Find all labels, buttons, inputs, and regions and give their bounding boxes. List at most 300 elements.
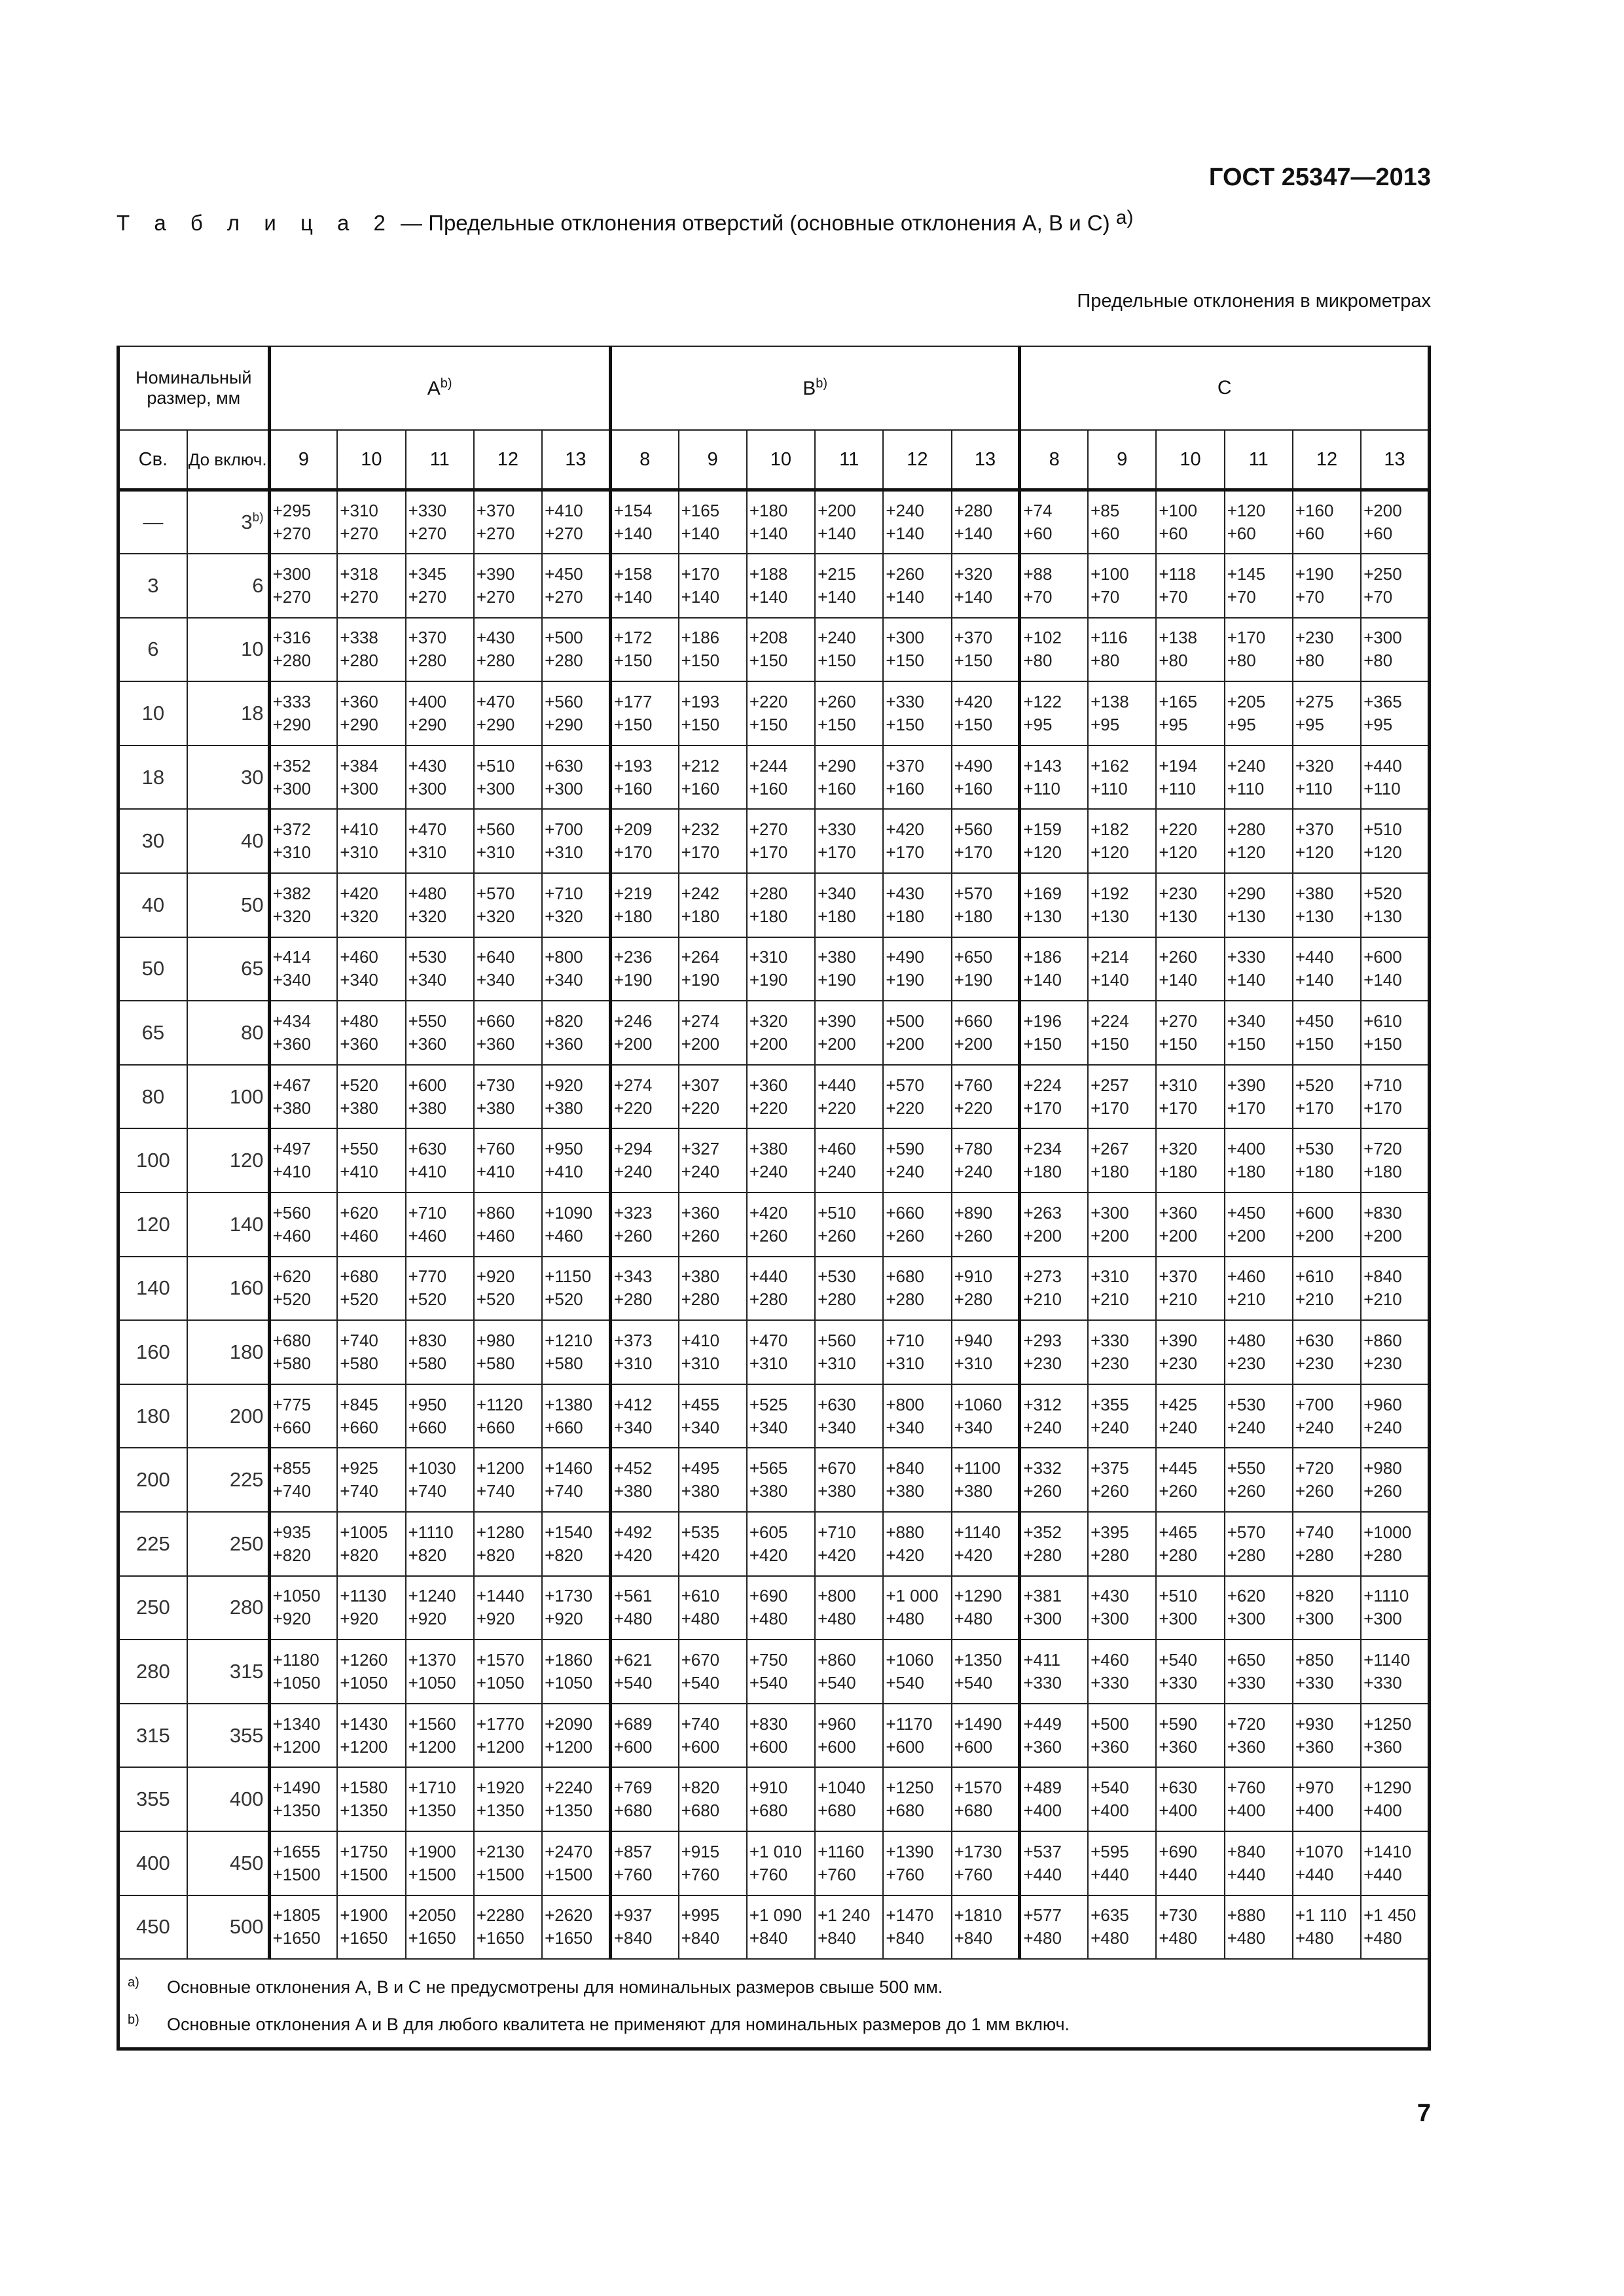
upper-deviation: +290 xyxy=(818,755,856,776)
size-to-cell xyxy=(187,1257,269,1321)
lower-deviation: +420 xyxy=(886,1545,924,1565)
deviation-cell xyxy=(610,1512,678,1576)
deviation-cell xyxy=(1088,1384,1156,1448)
lower-deviation: +230 xyxy=(1295,1354,1334,1374)
upper-deviation: +700 xyxy=(545,819,583,840)
deviation-cell xyxy=(474,1193,542,1257)
deviation-cell xyxy=(610,1128,678,1193)
upper-deviation: +307 xyxy=(681,1075,720,1095)
table-row xyxy=(118,1384,1430,1448)
lower-deviation: +60 xyxy=(1091,524,1120,544)
lower-deviation: +600 xyxy=(681,1736,720,1757)
footnote xyxy=(128,2003,1420,2041)
lower-deviation: +230 xyxy=(1091,1354,1129,1374)
lower-deviation: +260 xyxy=(1023,1481,1062,1501)
deviation-cell xyxy=(269,1384,337,1448)
lower-deviation: +380 xyxy=(340,1098,378,1118)
lower-deviation: +290 xyxy=(545,715,583,735)
deviation-cell xyxy=(815,1384,883,1448)
upper-deviation: +980 xyxy=(1363,1458,1402,1479)
table-row xyxy=(118,1831,1430,1895)
deviation-cell xyxy=(1020,618,1088,682)
upper-deviation: +1005 xyxy=(340,1522,388,1542)
upper-deviation: +312 xyxy=(1023,1394,1062,1414)
deviation-cell xyxy=(542,1704,610,1768)
lower-deviation: +270 xyxy=(545,586,583,607)
lower-deviation: +110 xyxy=(1023,778,1061,798)
lower-deviation: +180 xyxy=(1295,1162,1334,1182)
deviation-cell xyxy=(679,809,747,873)
lower-deviation: +380 xyxy=(749,1481,788,1501)
deviation-cell xyxy=(406,1448,474,1512)
deviation-cell xyxy=(1020,809,1088,873)
size-to-cell xyxy=(187,1128,269,1193)
upper-deviation: +310 xyxy=(1159,1075,1197,1095)
deviation-cell xyxy=(1088,1767,1156,1831)
deviation-cell xyxy=(952,1448,1020,1512)
lower-deviation: +150 xyxy=(1363,1034,1402,1054)
upper-deviation: +330 xyxy=(1091,1331,1129,1351)
lower-deviation: +380 xyxy=(408,1098,447,1118)
upper-deviation: +760 xyxy=(1227,1778,1266,1798)
upper-deviation: +1490 xyxy=(272,1778,321,1798)
deviation-cell xyxy=(1293,937,1361,1001)
deviation-cell xyxy=(406,681,474,745)
size-to-value: 10 xyxy=(241,637,264,661)
deviation-cell xyxy=(952,618,1020,682)
deviation-cell xyxy=(1156,745,1224,810)
upper-deviation: +360 xyxy=(749,1075,788,1095)
deviation-cell xyxy=(1225,1384,1293,1448)
deviation-cell xyxy=(269,1767,337,1831)
upper-deviation: +620 xyxy=(340,1202,378,1223)
lower-deviation: +260 xyxy=(954,1225,993,1246)
upper-deviation: +330 xyxy=(408,501,447,521)
deviation-cell xyxy=(1020,1831,1088,1895)
size-to-cell xyxy=(187,1193,269,1257)
lower-deviation: +190 xyxy=(954,970,993,990)
upper-deviation: +294 xyxy=(613,1139,653,1159)
lower-deviation: +1200 xyxy=(545,1736,593,1757)
table-row xyxy=(118,873,1430,937)
upper-deviation: +310 xyxy=(340,501,378,521)
deviation-cell xyxy=(1361,745,1429,810)
deviation-cell xyxy=(747,745,815,810)
deviation-cell xyxy=(1293,1831,1361,1895)
upper-deviation: +260 xyxy=(818,692,856,712)
deviation-cell xyxy=(1020,1257,1088,1321)
deviation-cell xyxy=(747,1193,815,1257)
deviation-cell xyxy=(1156,1576,1224,1640)
group-footnote-mark: b) xyxy=(816,376,827,391)
upper-deviation: +630 xyxy=(818,1394,856,1414)
deviation-cell xyxy=(883,1384,951,1448)
lower-deviation: +170 xyxy=(1091,1098,1129,1118)
size-to-cell xyxy=(187,1001,269,1065)
lower-deviation: +420 xyxy=(749,1545,788,1565)
upper-deviation: +1110 xyxy=(408,1522,454,1542)
upper-deviation: +455 xyxy=(681,1394,720,1414)
upper-deviation: +995 xyxy=(681,1905,720,1926)
lower-deviation: +540 xyxy=(613,1672,653,1693)
upper-deviation: +630 xyxy=(1295,1331,1334,1351)
deviation-cell xyxy=(1361,618,1429,682)
size-to-value: 450 xyxy=(229,1851,264,1874)
upper-deviation: +530 xyxy=(1227,1394,1266,1414)
lower-deviation: +1650 xyxy=(408,1928,456,1948)
upper-deviation: +420 xyxy=(954,692,993,712)
lower-deviation: +480 xyxy=(1227,1928,1266,1948)
deviation-cell xyxy=(1088,1001,1156,1065)
upper-deviation: +410 xyxy=(681,1331,720,1351)
lower-deviation: +200 xyxy=(1023,1225,1062,1246)
lower-deviation: +150 xyxy=(818,651,856,671)
deviation-cell xyxy=(474,937,542,1001)
lower-deviation: +330 xyxy=(1227,1672,1266,1693)
deviation-cell xyxy=(337,809,405,873)
deviation-cell xyxy=(1293,1767,1361,1831)
upper-deviation: +310 xyxy=(1091,1266,1129,1287)
size-from-cell: 140 xyxy=(118,1257,187,1321)
upper-deviation: +250 xyxy=(1363,564,1402,584)
lower-deviation: +840 xyxy=(749,1928,788,1948)
lower-deviation: +380 xyxy=(476,1098,515,1118)
lower-deviation: +920 xyxy=(272,1609,312,1629)
grade-header: 13 xyxy=(1361,430,1429,490)
lower-deviation: +310 xyxy=(749,1354,788,1374)
lower-deviation: +290 xyxy=(272,715,312,735)
deviation-cell xyxy=(1088,1193,1156,1257)
size-from-cell: 180 xyxy=(118,1384,187,1448)
lower-deviation: +300 xyxy=(340,778,378,798)
lower-deviation: +480 xyxy=(681,1609,720,1629)
deviation-cell xyxy=(815,1065,883,1129)
deviation-cell xyxy=(815,554,883,618)
deviation-cell xyxy=(747,1895,815,1960)
deviation-cell xyxy=(1361,1257,1429,1321)
upper-deviation: +320 xyxy=(1159,1139,1197,1159)
deviation-cell xyxy=(1293,809,1361,873)
deviation-cell xyxy=(337,1512,405,1576)
table-row xyxy=(118,1704,1430,1768)
table-row xyxy=(118,745,1430,810)
deviation-cell xyxy=(1020,1065,1088,1129)
lower-deviation: +340 xyxy=(613,1417,653,1437)
upper-deviation: +400 xyxy=(1227,1139,1266,1159)
upper-deviation: +170 xyxy=(681,564,720,584)
lower-deviation: +840 xyxy=(954,1928,993,1948)
lower-deviation: +380 xyxy=(886,1481,924,1501)
deviation-cell xyxy=(406,1001,474,1065)
lower-deviation: +95 xyxy=(1363,715,1393,735)
upper-deviation: +510 xyxy=(1363,819,1402,840)
upper-deviation: +196 xyxy=(1023,1011,1062,1031)
lower-deviation: +310 xyxy=(272,842,312,863)
upper-deviation: +242 xyxy=(681,883,720,903)
deviation-cell xyxy=(1088,1831,1156,1895)
lower-deviation: +480 xyxy=(954,1609,993,1629)
lower-deviation: +70 xyxy=(1159,586,1188,607)
upper-deviation: +890 xyxy=(954,1202,993,1223)
footnote-text: Основные отклонения А, В и С не предусмотрены для номинальных размеров свыше 500 мм. xyxy=(167,1977,943,1998)
deviation-cell xyxy=(747,1576,815,1640)
deviation-cell xyxy=(815,1704,883,1768)
upper-deviation: +1250 xyxy=(886,1778,934,1798)
deviation-cell xyxy=(679,1384,747,1448)
grade-header: 11 xyxy=(815,430,883,490)
grade-header: 10 xyxy=(1156,430,1224,490)
deviation-cell xyxy=(1088,618,1156,682)
deviation-cell xyxy=(1293,1065,1361,1129)
upper-deviation: +530 xyxy=(1295,1139,1334,1159)
upper-deviation: +460 xyxy=(340,947,378,967)
upper-deviation: +561 xyxy=(613,1586,653,1606)
deviation-cell xyxy=(406,618,474,682)
deviation-cell xyxy=(883,1576,951,1640)
upper-deviation: +1100 xyxy=(954,1458,1001,1479)
size-from-cell: 160 xyxy=(118,1320,187,1384)
lower-deviation: +170 xyxy=(613,842,653,863)
upper-deviation: +530 xyxy=(818,1266,856,1287)
lower-deviation: +520 xyxy=(408,1289,447,1310)
lower-deviation: +290 xyxy=(476,715,515,735)
deviation-cell xyxy=(269,1320,337,1384)
upper-deviation: +640 xyxy=(476,947,515,967)
deviation-cell xyxy=(679,1257,747,1321)
deviation-cell xyxy=(337,1767,405,1831)
lower-deviation: +1350 xyxy=(408,1801,456,1821)
deviation-cell xyxy=(542,1320,610,1384)
size-from-cell: 3 xyxy=(118,554,187,618)
deviation-cell xyxy=(1088,873,1156,937)
deviation-cell xyxy=(679,1640,747,1704)
lower-deviation: +80 xyxy=(1363,651,1393,671)
size-footnote-mark: b) xyxy=(252,511,264,525)
upper-deviation: +360 xyxy=(1159,1202,1197,1223)
size-to-cell xyxy=(187,1448,269,1512)
upper-deviation: +410 xyxy=(340,819,378,840)
upper-deviation: +373 xyxy=(613,1331,653,1351)
upper-deviation: +240 xyxy=(818,628,856,648)
deviation-cell xyxy=(747,1448,815,1512)
deviation-cell xyxy=(679,1065,747,1129)
upper-deviation: +215 xyxy=(818,564,856,584)
upper-deviation: +270 xyxy=(1159,1011,1197,1031)
deviation-cell xyxy=(679,618,747,682)
upper-deviation: +520 xyxy=(1295,1075,1334,1095)
upper-deviation: +275 xyxy=(1295,692,1334,712)
upper-deviation: +172 xyxy=(613,628,653,648)
table-row xyxy=(118,1001,1430,1065)
upper-deviation: +760 xyxy=(954,1075,993,1095)
lower-deviation: +540 xyxy=(886,1672,924,1693)
deviation-cell xyxy=(883,490,951,554)
deviation-cell xyxy=(1156,1831,1224,1895)
upper-deviation: +710 xyxy=(886,1331,924,1351)
upper-deviation: +414 xyxy=(272,947,312,967)
upper-deviation: +300 xyxy=(1091,1202,1129,1223)
lower-deviation: +150 xyxy=(1091,1034,1129,1054)
lower-deviation: +140 xyxy=(749,524,788,544)
grade-header: 11 xyxy=(406,430,474,490)
upper-deviation: +145 xyxy=(1227,564,1266,584)
deviation-cell xyxy=(1020,1384,1088,1448)
deviation-cell xyxy=(610,1257,678,1321)
table-row xyxy=(118,1767,1430,1831)
deviation-cell xyxy=(1361,1448,1429,1512)
deviation-cell xyxy=(406,1384,474,1448)
deviation-cell xyxy=(679,937,747,1001)
size-to-value: 180 xyxy=(229,1340,264,1364)
lower-deviation: +480 xyxy=(613,1609,653,1629)
lower-deviation: +1650 xyxy=(272,1928,321,1948)
deviation-cell xyxy=(269,1640,337,1704)
upper-deviation: +1860 xyxy=(545,1649,593,1670)
size-to-value: 40 xyxy=(241,829,264,853)
upper-deviation: +560 xyxy=(954,819,993,840)
deviation-cell xyxy=(542,1128,610,1193)
deviation-cell xyxy=(883,809,951,873)
deviation-cell xyxy=(1361,1704,1429,1768)
deviation-cell xyxy=(406,1320,474,1384)
lower-deviation: +360 xyxy=(1159,1736,1197,1757)
lower-deviation: +300 xyxy=(408,778,447,798)
upper-deviation: +650 xyxy=(954,947,993,967)
upper-deviation: +621 xyxy=(613,1649,653,1670)
lower-deviation: +380 xyxy=(613,1481,653,1501)
deviation-cell xyxy=(883,1001,951,1065)
lower-deviation: +540 xyxy=(954,1672,993,1693)
lower-deviation: +440 xyxy=(1227,1864,1266,1884)
grade-header: 13 xyxy=(542,430,610,490)
upper-deviation: +1290 xyxy=(954,1586,1002,1606)
deviation-cell xyxy=(337,490,405,554)
upper-deviation: +180 xyxy=(749,501,788,521)
lower-deviation: +120 xyxy=(1091,842,1129,863)
upper-deviation: +330 xyxy=(886,692,924,712)
size-from-header: Св. xyxy=(118,430,187,490)
upper-deviation: +290 xyxy=(1227,883,1266,903)
lower-deviation: +260 xyxy=(749,1225,788,1246)
upper-deviation: +2050 xyxy=(408,1905,456,1926)
deviation-cell xyxy=(883,1767,951,1831)
lower-deviation: +600 xyxy=(886,1736,924,1757)
lower-deviation: +680 xyxy=(886,1801,924,1821)
upper-deviation: +510 xyxy=(476,755,515,776)
upper-deviation: +100 xyxy=(1091,564,1129,584)
upper-deviation: +420 xyxy=(340,883,378,903)
deviation-cell xyxy=(952,1512,1020,1576)
lower-deviation: +150 xyxy=(954,651,993,671)
deviation-cell xyxy=(1361,1193,1429,1257)
deviation-cell xyxy=(1361,1001,1429,1065)
deviation-cell xyxy=(337,554,405,618)
deviation-cell xyxy=(474,1128,542,1193)
deviation-cell xyxy=(679,1001,747,1065)
lower-deviation: +140 xyxy=(818,586,856,607)
deviation-cell xyxy=(679,1576,747,1640)
lower-deviation: +180 xyxy=(1159,1162,1197,1182)
lower-deviation: +1650 xyxy=(476,1928,524,1948)
deviation-cell xyxy=(1361,1065,1429,1129)
lower-deviation: +240 xyxy=(1159,1417,1197,1437)
upper-deviation: +270 xyxy=(749,819,788,840)
upper-deviation: +430 xyxy=(886,883,924,903)
upper-deviation: +300 xyxy=(886,628,924,648)
size-from-cell: 200 xyxy=(118,1448,187,1512)
upper-deviation: +1170 xyxy=(886,1713,933,1734)
lower-deviation: +290 xyxy=(408,715,447,735)
lower-deviation: +600 xyxy=(954,1736,993,1757)
deviation-cell xyxy=(747,681,815,745)
group-header-b xyxy=(610,346,1020,430)
upper-deviation: +260 xyxy=(886,564,924,584)
deviation-cell xyxy=(406,1128,474,1193)
upper-deviation: +860 xyxy=(1363,1331,1402,1351)
upper-deviation: +860 xyxy=(476,1202,515,1223)
deviation-cell xyxy=(406,1704,474,1768)
lower-deviation: +840 xyxy=(681,1928,720,1948)
upper-deviation: +720 xyxy=(1363,1139,1402,1159)
upper-deviation: +230 xyxy=(1295,628,1334,648)
lower-deviation: +330 xyxy=(1363,1672,1402,1693)
group-name: C xyxy=(1217,377,1232,399)
upper-deviation: +182 xyxy=(1091,819,1129,840)
upper-deviation: +116 xyxy=(1091,628,1128,648)
upper-deviation: +395 xyxy=(1091,1522,1129,1542)
upper-deviation: +710 xyxy=(1363,1075,1402,1095)
deviation-cell xyxy=(1225,1767,1293,1831)
lower-deviation: +1200 xyxy=(476,1736,524,1757)
deviation-cell xyxy=(474,745,542,810)
table-row xyxy=(118,1448,1430,1512)
deviation-cell xyxy=(952,1576,1020,1640)
deviation-cell xyxy=(269,1065,337,1129)
lower-deviation: +320 xyxy=(476,906,515,926)
size-from-cell: 65 xyxy=(118,1001,187,1065)
upper-deviation: +118 xyxy=(1159,564,1197,584)
lower-deviation: +300 xyxy=(476,778,515,798)
deviation-cell xyxy=(337,873,405,937)
group-name: B xyxy=(803,378,816,399)
deviation-cell xyxy=(747,1384,815,1448)
upper-deviation: +1070 xyxy=(1295,1841,1343,1861)
deviation-cell xyxy=(1361,554,1429,618)
deviation-cell xyxy=(337,1193,405,1257)
upper-deviation: +470 xyxy=(476,692,515,712)
deviation-cell xyxy=(1020,937,1088,1001)
lower-deviation: +280 xyxy=(1159,1545,1197,1565)
lower-deviation: +110 xyxy=(1091,778,1128,798)
deviation-cell xyxy=(1020,1576,1088,1640)
lower-deviation: +360 xyxy=(1295,1736,1334,1757)
deviation-cell xyxy=(269,1001,337,1065)
deviation-cell xyxy=(679,554,747,618)
lower-deviation: +270 xyxy=(340,586,378,607)
deviation-cell xyxy=(269,1512,337,1576)
footnote-mark: b) xyxy=(128,2013,139,2028)
upper-deviation: +74 xyxy=(1023,501,1053,521)
upper-deviation: +200 xyxy=(818,501,856,521)
size-from-cell: 30 xyxy=(118,809,187,873)
lower-deviation: +1050 xyxy=(476,1672,524,1693)
deviation-cell xyxy=(269,1831,337,1895)
lower-deviation: +150 xyxy=(818,715,856,735)
upper-deviation: +480 xyxy=(1227,1331,1266,1351)
table-row xyxy=(118,1640,1430,1704)
deviation-cell xyxy=(1361,1576,1429,1640)
upper-deviation: +1390 xyxy=(886,1841,934,1861)
